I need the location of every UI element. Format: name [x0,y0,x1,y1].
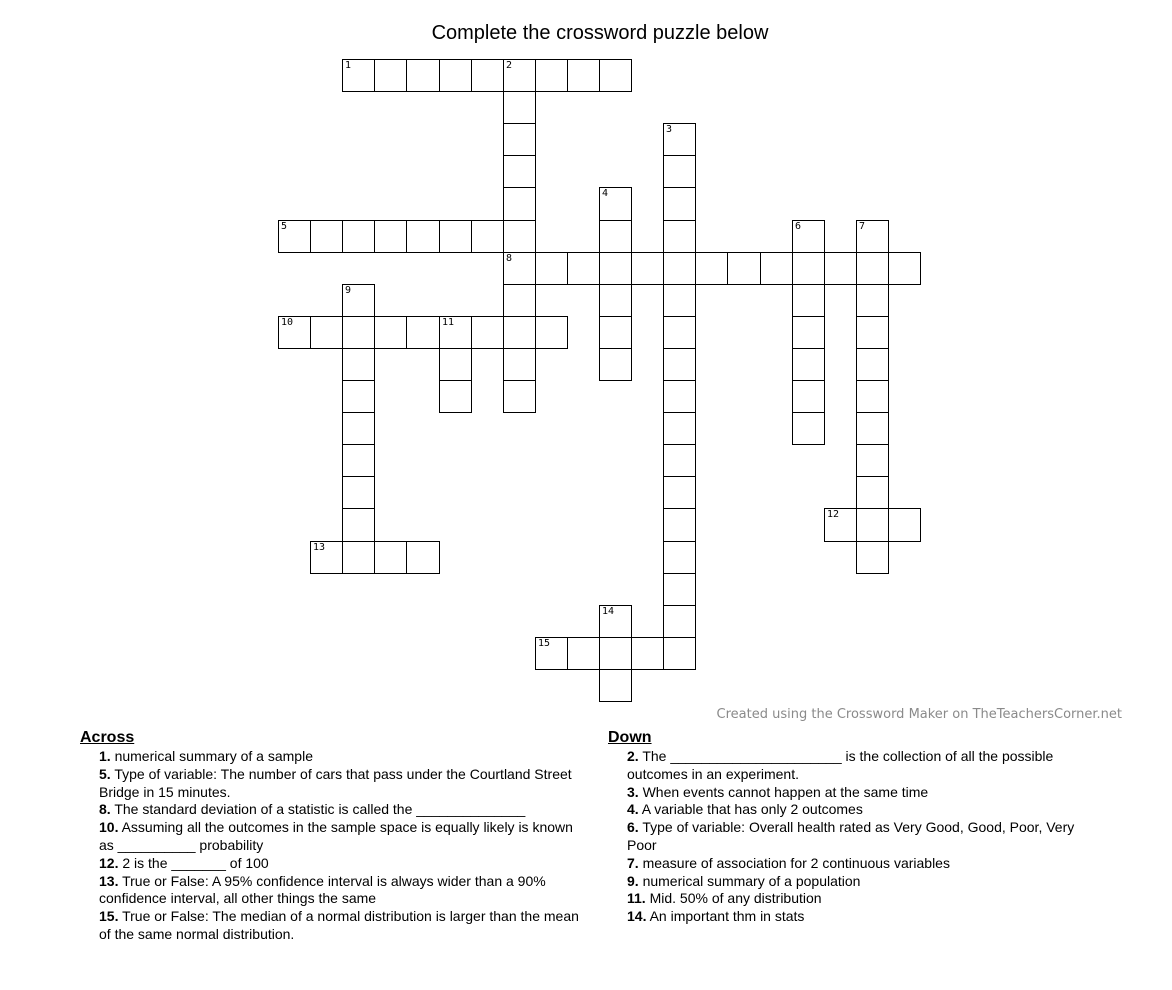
grid-cell[interactable] [824,508,857,542]
grid-cell[interactable] [856,316,889,349]
grid-cell[interactable] [663,605,696,638]
grid-cell[interactable] [663,155,696,188]
clue-item-text: True or False: A 95% confidence interval is always wider than a 90% confidence interval, all other things the same [99,872,546,907]
clue-item [99,766,590,802]
clue-number: 2 [506,60,513,71]
across-clue-list [80,748,590,944]
clue-item-number: 2. [627,748,639,764]
grid-cell[interactable] [856,380,889,413]
grid-cell[interactable] [342,316,375,349]
grid-cell[interactable] [278,316,311,349]
clue-item [627,908,1098,926]
grid-cell[interactable] [342,541,375,574]
clue-item-number: 7. [627,854,639,871]
grid-cell[interactable] [599,252,632,285]
clue-item-number: 13. [99,872,119,889]
grid-cell[interactable] [727,252,761,285]
grid-cell[interactable] [503,155,536,188]
clue-item [627,784,1098,802]
grid-cell[interactable] [503,59,536,92]
grid-cell[interactable] [342,476,375,509]
clue-number: 9 [345,285,352,296]
clue-item-text: Type of variable: The number of cars that pass under the Courtland Street Bridge in 15 minutes. [99,765,572,800]
grid-cell[interactable] [342,380,375,413]
clue-item-number: 6. [627,819,639,836]
clue-item [627,819,1098,855]
clue-item-text: numerical summary of a sample [110,748,313,764]
grid-cell[interactable] [663,573,696,606]
clue-item-text: Type of variable: Overall health rated as Very Good, Good, Poor, Very Poor [627,819,1075,853]
clue-number: 1 [345,60,352,71]
grid-cell[interactable] [663,412,696,445]
grid-cell[interactable] [374,541,407,574]
clue-item-number: 12. [99,854,119,871]
grid-cell[interactable] [663,541,696,574]
grid-cell[interactable] [342,508,375,542]
grid-cell[interactable] [599,220,632,253]
grid-cell[interactable] [792,220,825,253]
down-heading: Down [608,729,652,746]
clue-number: 12 [827,509,840,520]
grid-cell[interactable] [503,252,536,285]
grid-cell[interactable] [663,444,696,477]
grid-cell[interactable] [374,59,407,92]
clue-number: 15 [538,638,551,649]
grid-cell[interactable] [503,348,536,381]
grid-cell[interactable] [599,669,632,702]
clue-item [99,855,590,873]
grid-cell[interactable] [856,541,889,574]
grid-cell[interactable] [599,316,632,349]
grid-cell[interactable] [406,316,440,349]
clue-number: 4 [602,188,609,199]
clue-item-number: 8. [99,801,111,818]
clue-item [99,908,590,944]
clue-item-number: 14. [627,908,647,925]
clue-item-number: 4. [627,801,639,818]
clue-number: 5 [281,221,288,232]
grid-cell[interactable] [631,252,664,285]
grid-cell[interactable] [663,123,696,156]
grid-cell[interactable] [599,348,632,381]
clue-item-text: An important thm in stats [646,908,805,925]
grid-cell[interactable] [663,252,696,285]
grid-cell[interactable] [663,220,696,253]
grid-cell[interactable] [406,220,440,253]
grid-cell[interactable] [342,284,375,317]
clue-item-text: The standard deviation of a statistic is called the ______________ [110,801,526,818]
clue-number: 7 [859,221,866,232]
credit-line: Created using the Crossword Maker on TheTeachersCorner.net [716,707,1122,722]
grid-cell[interactable] [792,348,825,381]
grid-cell[interactable] [663,637,696,670]
grid-cell[interactable] [439,380,472,413]
grid-cell[interactable] [856,252,889,285]
grid-cell[interactable] [792,412,825,445]
grid-cell[interactable] [342,220,375,253]
clue-item [99,801,590,819]
grid-cell[interactable] [792,252,825,285]
clue-item [99,819,590,855]
grid-cell[interactable] [535,637,568,670]
clue-item-number: 5. [99,765,111,782]
grid-cell[interactable] [374,220,407,253]
grid-cell[interactable] [439,316,472,349]
grid-cell[interactable] [374,316,407,349]
clue-number: 3 [666,124,673,135]
grid-cell[interactable] [856,412,889,445]
grid-cell[interactable] [535,316,568,349]
clue-item [627,801,1098,819]
grid-cell[interactable] [760,252,793,285]
grid-cell[interactable] [503,91,536,124]
clue-number: 10 [281,317,294,328]
page-title: Complete the crossword puzzle below [431,22,769,44]
grid-cell[interactable] [856,284,889,317]
clue-item [99,748,590,766]
grid-cell[interactable] [471,316,504,349]
grid-cell[interactable] [503,316,536,349]
clue-item-text: measure of association for 2 continuous variables [638,854,950,871]
grid-cell[interactable] [342,444,375,477]
grid-cell[interactable] [663,348,696,381]
grid-cell[interactable] [439,59,472,92]
grid-cell[interactable] [471,220,504,253]
grid-cell[interactable] [631,637,664,670]
grid-cell[interactable] [567,59,600,92]
grid-cell[interactable] [663,476,696,509]
clue-item-text: The ______________________ is the collection of all the possible outcomes in an experiment. [627,748,1054,782]
grid-cell[interactable] [310,316,343,349]
grid-cell[interactable] [663,508,696,542]
clue-item-text: Mid. 50% of any distribution [645,890,822,907]
grid-cell[interactable] [663,284,696,317]
grid-cell[interactable] [278,220,311,253]
grid-cell[interactable] [599,59,632,92]
clue-item-number: 9. [627,872,639,889]
clue-item-text: A variable that has only 2 outcomes [638,801,863,818]
clue-number: 8 [506,253,513,264]
clue-item [627,873,1098,891]
grid-cell[interactable] [406,541,440,574]
grid-cell[interactable] [792,380,825,413]
grid-cell[interactable] [888,508,921,542]
grid-cell[interactable] [695,252,728,285]
grid-cell[interactable] [856,476,889,509]
grid-cell[interactable] [503,187,536,221]
grid-cell[interactable] [599,187,632,221]
grid-cell[interactable] [503,123,536,156]
clue-number: 13 [313,542,326,553]
grid-cell[interactable] [439,220,472,253]
grid-cell[interactable] [503,380,536,413]
grid-cell[interactable] [663,316,696,349]
clue-number: 14 [602,606,615,617]
clue-item-text: 2 is the _______ of 100 [118,854,269,871]
grid-cell[interactable] [535,252,568,285]
grid-cell[interactable] [856,220,889,253]
grid-cell[interactable] [567,637,600,670]
clue-item [627,855,1098,873]
grid-cell[interactable] [503,220,536,253]
grid-cell[interactable] [599,637,632,670]
across-clues [80,728,590,944]
grid-cell[interactable] [663,187,696,221]
clue-number: 6 [795,221,802,232]
grid-cell[interactable] [792,316,825,349]
clue-item [627,890,1098,908]
grid-cell[interactable] [310,220,343,253]
grid-cell[interactable] [471,59,504,92]
clue-item [627,748,1098,784]
clue-item-number: 3. [627,783,639,800]
clue-item [99,873,590,909]
grid-cell[interactable] [599,284,632,317]
clue-item-number: 11. [627,890,646,907]
clue-item-text: Assuming all the outcomes in the sample space is equally likely is known as __________ probability [99,819,573,853]
grid-cell[interactable] [856,508,889,542]
grid-cell[interactable] [856,348,889,381]
grid-cell[interactable] [535,59,568,92]
clue-item-number: 10. [99,819,119,836]
grid-cell[interactable] [856,444,889,477]
grid-cell[interactable] [824,252,857,285]
grid-cell[interactable] [342,59,375,92]
clue-item-number: 15. [99,908,119,925]
clue-item-text: numerical summary of a population [638,872,861,889]
clue-item-text: True or False: The median of a normal distribution is larger than the mean of the same normal distribution. [99,908,579,942]
grid-cell[interactable] [439,348,472,381]
grid-cell[interactable] [503,284,536,317]
grid-cell[interactable] [342,412,375,445]
grid-cell[interactable] [406,59,440,92]
clue-item-text: When events cannot happen at the same time [638,783,929,800]
across-heading: Across [80,729,135,746]
grid-cell[interactable] [599,605,632,638]
grid-cell[interactable] [342,348,375,381]
down-clues [608,728,1098,926]
grid-cell[interactable] [888,252,921,285]
grid-cell[interactable] [792,284,825,317]
clue-item-number: 1. [99,748,111,764]
grid-cell[interactable] [663,380,696,413]
grid-cell[interactable] [567,252,600,285]
grid-cell[interactable] [310,541,343,574]
down-clue-list [608,748,1098,926]
clue-number: 11 [442,317,455,328]
